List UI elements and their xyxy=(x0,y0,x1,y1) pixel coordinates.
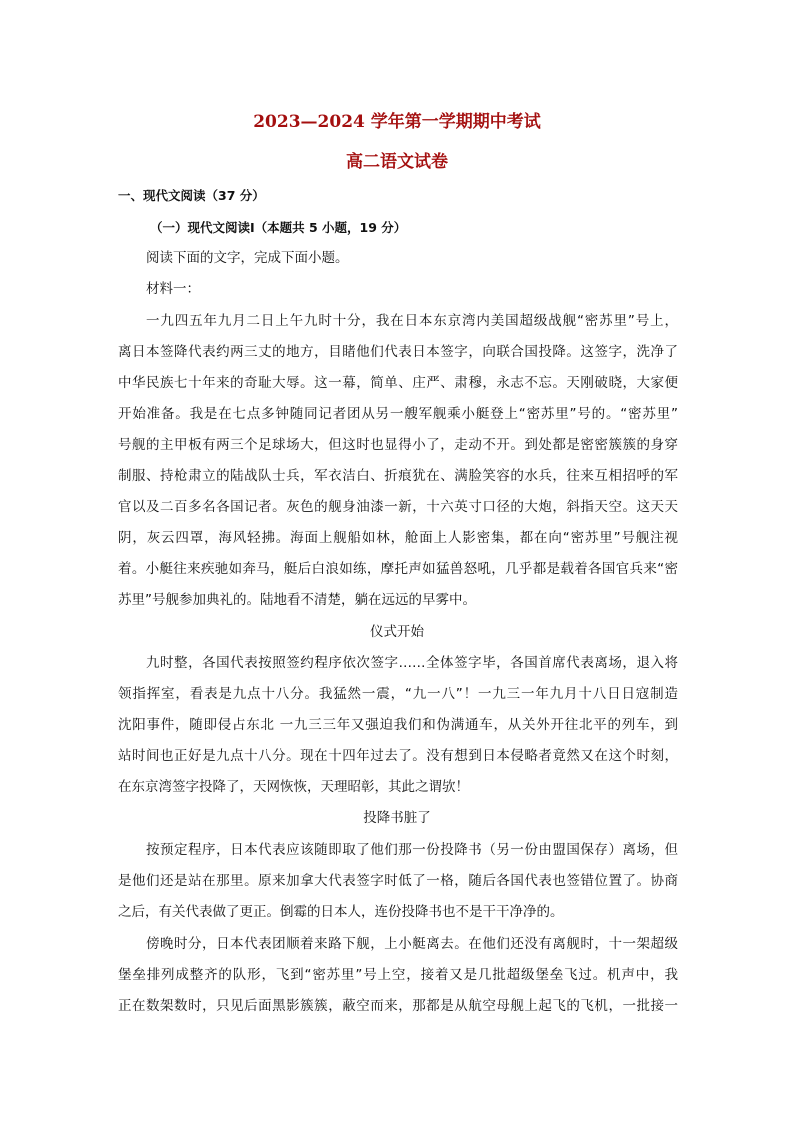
paragraph-line: 傍晚时分，日本代表团顺着来路下舰，上小艇离去。在他们还没有离舰时，十一架超级 xyxy=(146,936,678,952)
material-label: 材料一： xyxy=(146,281,200,297)
paragraph-line: 着。小艇往来疾驰如奔马，艇后白浪如练，摩托声如猛兽怒吼，几乎都是载着各国官兵来“密 xyxy=(118,561,678,577)
paragraph-line: 堡垒排列成整齐的队形，飞到“密苏里”号上空，接着又是几批超级堡垒飞过。机声中，我 xyxy=(118,967,678,983)
paragraph-line: 领指挥室，看表是九点十八分。我猛然一震，“九一八”！一九三一年九月十八日日寇制造 xyxy=(118,686,678,702)
section-subheading: （一）现代文阅读Ⅰ（本题共 5 小题，19 分） xyxy=(150,220,407,235)
paragraph-line: 阴，灰云四罩，海风轻拂。海面上舰船如林，舱面上人影密集，都在向“密苏里”号舰注视 xyxy=(118,530,678,546)
paragraph-line: 站时间也正好是九点十八分。现在十四年过去了。没有想到日本侵略者竟然又在这个时刻， xyxy=(118,748,678,764)
paragraph-line: 中华民族七十年来的奇耻大辱。这一幕，简单、庄严、肃穆，永志不忘。天刚破晓，大家便 xyxy=(118,375,678,391)
paragraph-line: 是他们还是站在那里。原来加拿大代表签字时低了一格，随后各国代表也签错位置了。协商 xyxy=(118,873,678,889)
paragraph-line: 苏里”号舰参加典礼的。陆地看不清楚，躺在远远的早雾中。 xyxy=(118,592,476,608)
paragraph-line: 按预定程序，日本代表应该随即取了他们那一份投降书（另一份由盟国保存）离场，但 xyxy=(146,842,678,858)
paragraph-line: 离日本签降代表约两三丈的地方，目睹他们代表日本签字，向联合国投降。这签字，洗净了 xyxy=(118,344,678,360)
section-subtitle: 仪式开始 xyxy=(370,624,424,640)
instructions: 阅读下面的文字，完成下面小题。 xyxy=(146,250,349,266)
exam-title: 2023—2024 学年第一学期期中考试 xyxy=(253,112,541,132)
subject-title: 高二语文试卷 xyxy=(346,152,448,172)
paragraph-line: 开始准备。我是在七点多钟随同记者团从另一艘军舰乘小艇登上“密苏里”号的。“密苏里” xyxy=(118,406,678,422)
paragraph-line: 之后，有关代表做了更正。倒霉的日本人，连份投降书也不是干干净净的。 xyxy=(118,904,564,920)
paragraph-line: 制服、持枪肃立的陆战队士兵，军衣洁白、折痕犹在、满脸笑容的水兵，往来互相招呼的军 xyxy=(118,468,678,484)
paragraph-line: 九时整，各国代表按照签约程序依次签字……全体签字毕，各国首席代表离场，退入将 xyxy=(146,655,678,671)
paragraph-line: 沈阳事件，随即侵占东北 一九三三年又强迫我们和伪满通车，从关外开往北平的列车，到 xyxy=(118,717,678,733)
paragraph-line: 在东京湾签字投降了，天网恢恢，天理昭彰，其此之谓欤！ xyxy=(118,779,469,795)
paragraph-line: 正在数架数时，只见后面黑影簇簇，蔽空而来，那都是从航空母舰上起飞的飞机，一批接一 xyxy=(118,998,678,1014)
paragraph-line: 号舰的主甲板有两三个足球场大，但这时也显得小了，走动不开。到处都是密密簇簇的身穿 xyxy=(118,437,678,453)
paragraph-line: 官以及二百多名各国记者。灰色的舰身油漆一新，十六英寸口径的大炮，斜指天空。这天天 xyxy=(118,499,678,515)
paragraph-line: 一九四五年九月二日上午九时十分，我在日本东京湾内美国超级战舰“密苏里”号上， xyxy=(146,313,678,329)
section-heading: 一、现代文阅读（37 分） xyxy=(118,188,265,203)
section-subtitle: 投降书脏了 xyxy=(363,810,431,826)
